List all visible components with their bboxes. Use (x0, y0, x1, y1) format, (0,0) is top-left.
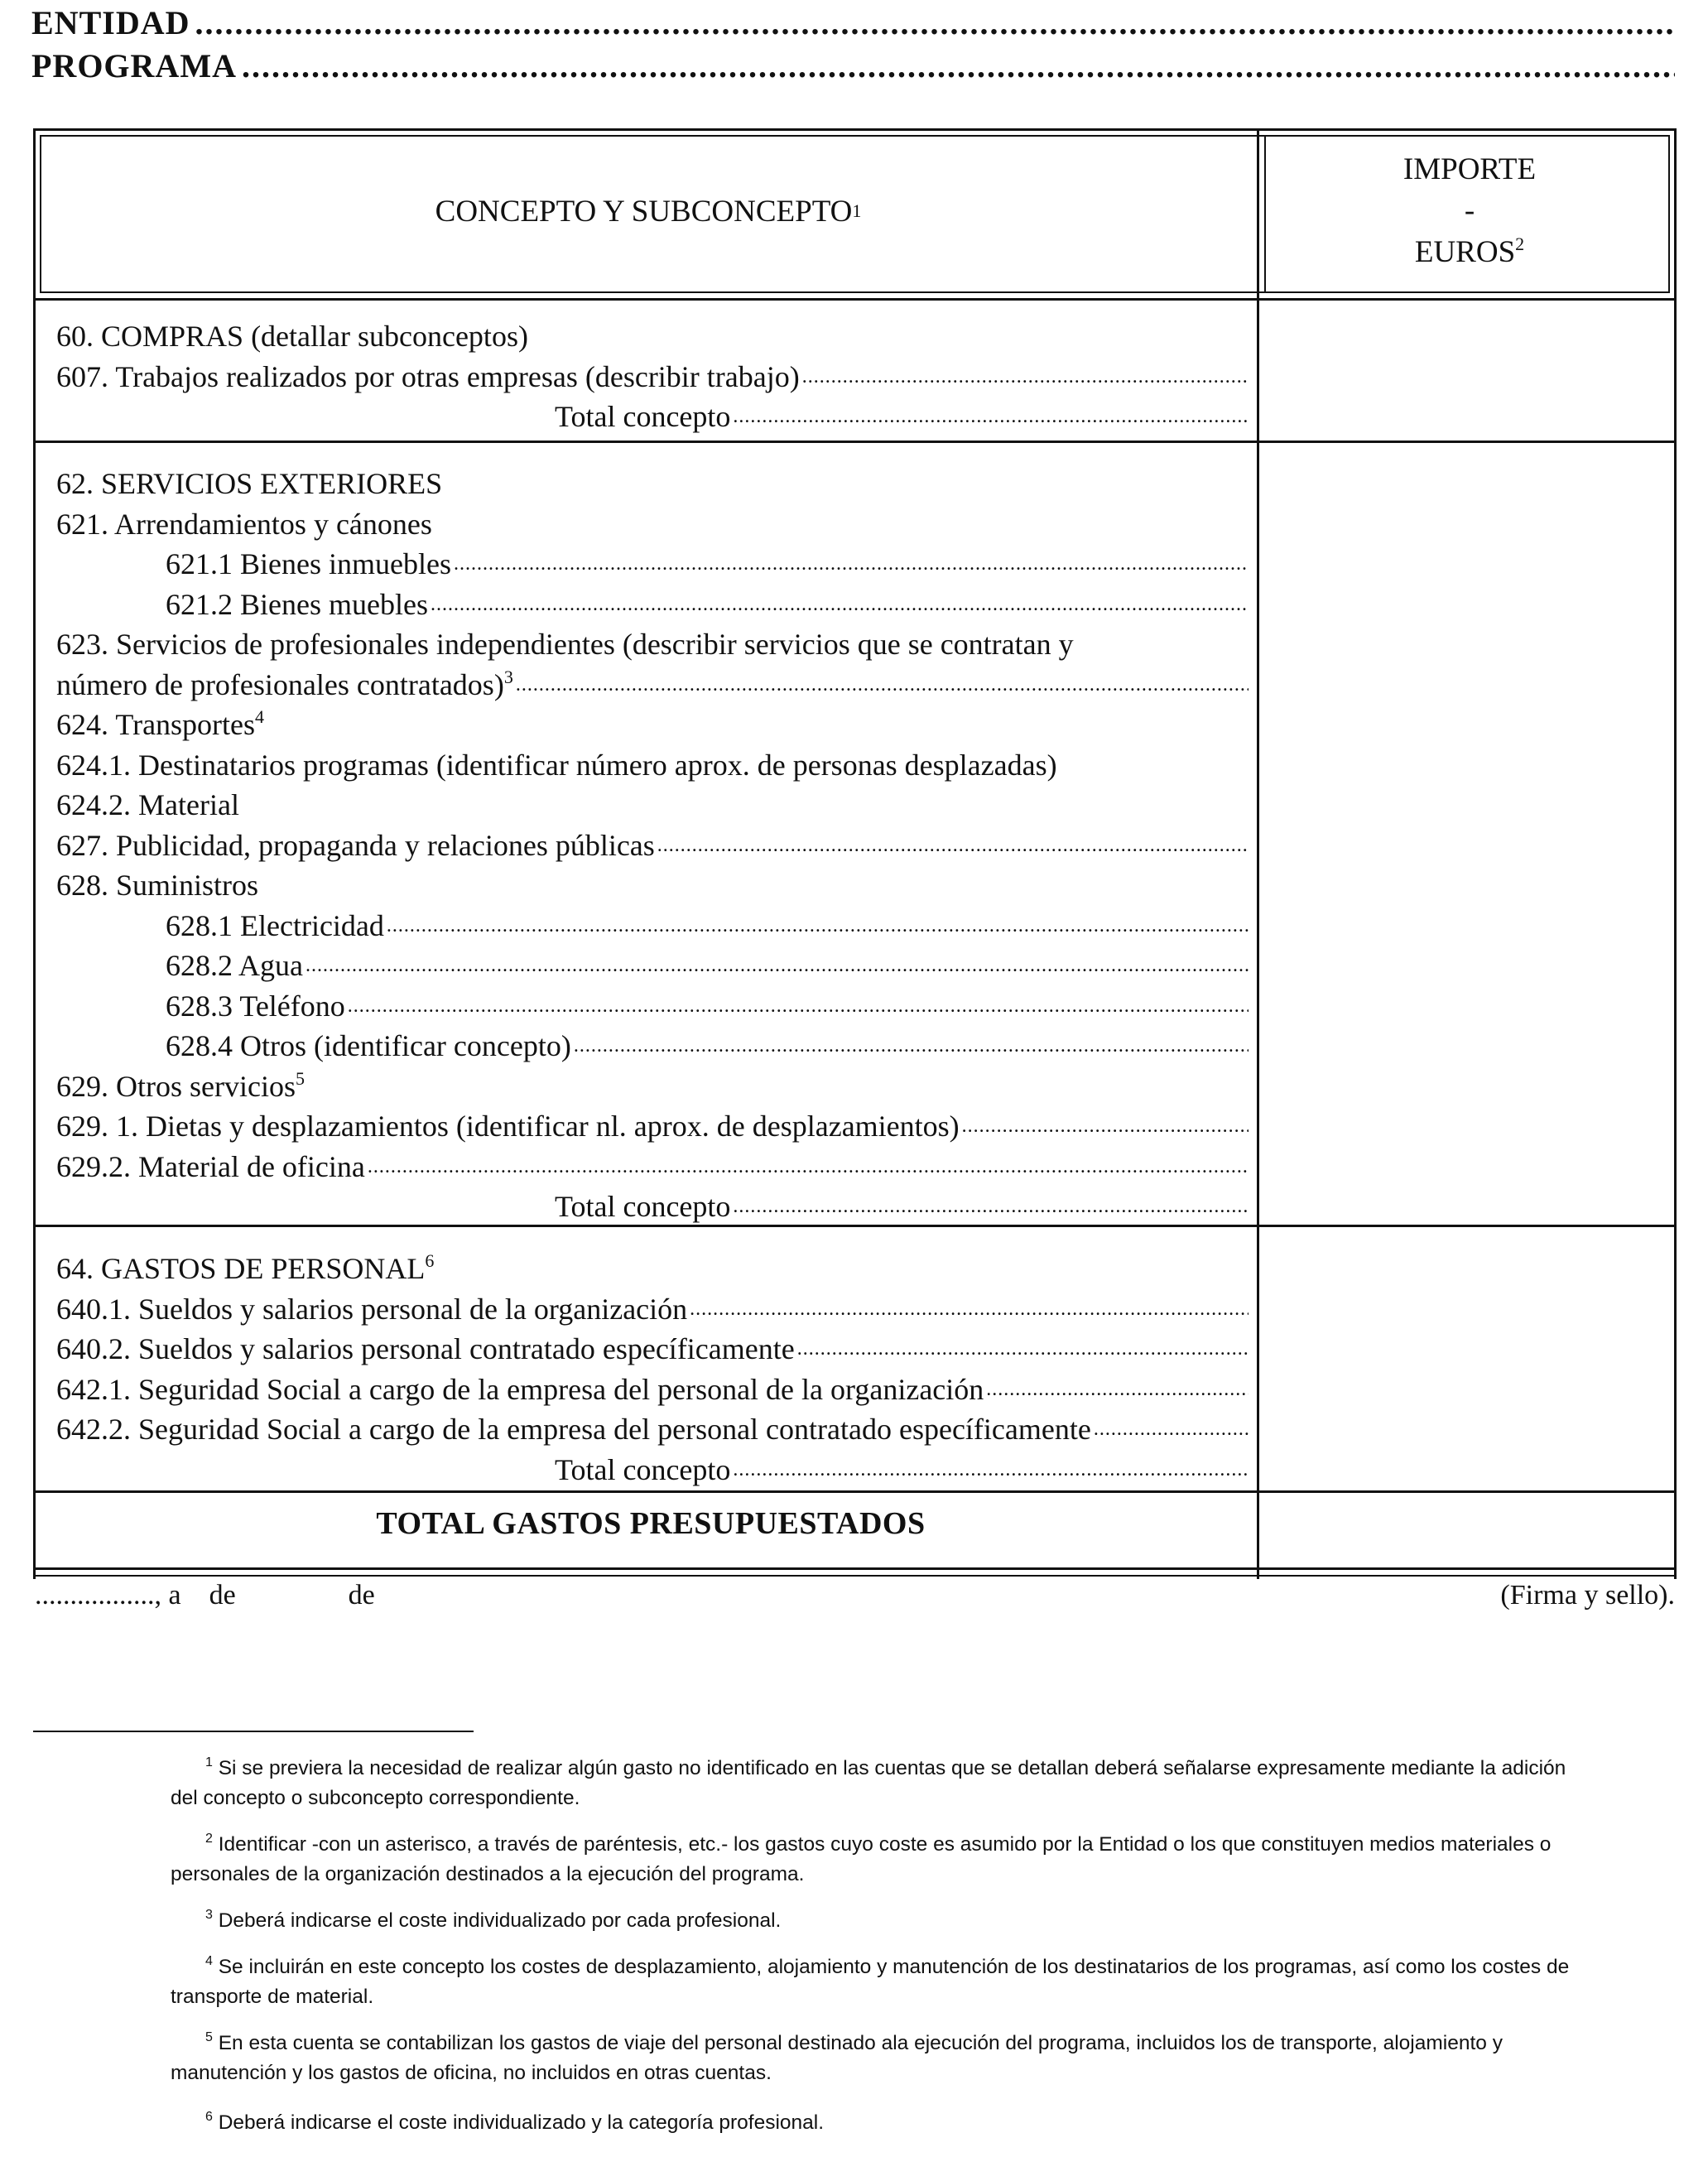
dot-leader (733, 397, 1249, 437)
row-628 (56, 865, 1249, 906)
footnote-6-text: Deberá indicarse el coste individualizado y la categoría profesional. (218, 2111, 825, 2134)
footnote-4-text: Se incluirán en este concepto los costes de desplazamiento, alojamiento y manutención de los destinatarios de los programas, así como los costes de transporte de material. (171, 1956, 1570, 2008)
row-629-1 (56, 1106, 1249, 1147)
row-642-2 (56, 1409, 1249, 1450)
dot-leader (368, 1147, 1249, 1187)
footnote-2 (171, 1830, 1570, 1890)
importe-header-footnote-ref: 2 (1515, 234, 1525, 254)
dot-leader (962, 1106, 1249, 1147)
section-64-bottom-border (33, 1490, 1677, 1493)
section-62-total-label: Total concepto (555, 1190, 731, 1223)
row-624-1-label: 624.1. Destinatarios programas (identificar número aprox. de personas desplazadas) (56, 748, 1057, 782)
dot-leader (802, 357, 1249, 397)
row-628-4 (56, 1026, 1249, 1066)
row-628-3 (56, 986, 1249, 1027)
header-bottom-border (40, 291, 1670, 293)
row-621 (56, 504, 1249, 545)
footnote-1 (171, 1754, 1570, 1813)
row-628-label: 628. Suministros (56, 869, 259, 902)
section-64-title-row (56, 1249, 1249, 1289)
footnote-1-number: 1 (205, 1755, 213, 1769)
footnote-6-number: 6 (205, 2110, 213, 2124)
footnote-2-text: Identificar -con un asterisco, a través de paréntesis, etc.- los gastos cuyo coste es asumido por la Entidad o los que constituyen medios materiales o personales de la organización destinados a la ejecución del programa. (171, 1833, 1552, 1885)
entidad-label: ENTIDAD (31, 4, 190, 41)
header-bottom-border-outer (33, 298, 1677, 301)
dot-leader (516, 665, 1249, 705)
row-629-2 (56, 1147, 1249, 1187)
column-separator (1257, 128, 1259, 1579)
row-629-2-label: 629.2. Material de oficina (56, 1149, 365, 1183)
row-628-1-label: 628.1 Electricidad (166, 908, 384, 942)
footnote-4 (171, 1952, 1570, 2012)
entidad-line (31, 3, 1675, 45)
section-60 (56, 316, 1249, 437)
row-621-2 (56, 585, 1249, 625)
importe-header-line-3: EUROS (1414, 235, 1516, 269)
dot-leader (690, 1289, 1249, 1330)
table-left-border (33, 128, 36, 1579)
footnote-3-text: Deberá indicarse el coste individualizado por cada profesional. (218, 1909, 782, 1932)
row-621-2-label: 621.2 Bienes muebles (166, 587, 428, 621)
table-top-border (33, 128, 1677, 131)
importe-column-header (1267, 149, 1672, 273)
footnote-2-number: 2 (205, 1832, 213, 1846)
row-642-1 (56, 1370, 1249, 1410)
row-629-footnote-ref: 5 (295, 1067, 305, 1089)
row-621-label: 621. Arrendamientos y cánones (56, 507, 432, 541)
row-642-1-label: 642.1. Seguridad Social a cargo de la empresa del personal de la organización (56, 1372, 984, 1406)
section-64-total-label: Total concepto (555, 1452, 731, 1486)
row-621-1-label: 621.1 Bienes inmuebles (166, 547, 451, 580)
row-629-1-label: 629. 1. Dietas y desplazamientos (identificar nl. aprox. de desplazamientos) (56, 1110, 960, 1143)
dot-leader (733, 1187, 1249, 1227)
concept-column-header: CONCEPTO Y SUBCONCEPTO 1 (435, 194, 862, 229)
row-640-2-label: 640.2. Sueldos y salarios personal contratado específicamente (56, 1332, 795, 1365)
row-624-2-label: 624.2. Material (56, 788, 239, 821)
dot-leader (574, 1026, 1249, 1066)
footnote-4-number: 4 (205, 1954, 213, 1968)
row-624-2 (56, 785, 1249, 826)
row-607 (56, 357, 1249, 397)
section-60-total-row (56, 397, 1249, 437)
footnote-3 (171, 1906, 1570, 1936)
dot-leader (1094, 1409, 1249, 1450)
section-64 (56, 1249, 1249, 1490)
row-624 (56, 705, 1249, 745)
column-separator-inner (1264, 135, 1266, 293)
importe-header-line-2: - (1464, 194, 1475, 228)
section-62-title: 62. SERVICIOS EXTERIORES (56, 467, 443, 500)
row-640-1 (56, 1289, 1249, 1330)
section-60-total-label: Total concepto (555, 400, 731, 433)
grand-total-label: TOTAL GASTOS PRESUPUESTADOS (376, 1506, 926, 1541)
row-623-line-1 (56, 624, 1249, 665)
dot-leader (733, 1450, 1249, 1490)
place-date-line: ................., a de de (35, 1580, 375, 1610)
concept-header-text: CONCEPTO Y SUBCONCEPTO (435, 194, 853, 229)
row-624-footnote-ref: 4 (255, 706, 265, 727)
row-640-1-label: 640.1. Sueldos y salarios personal de la organización (56, 1292, 688, 1326)
row-628-4-label: 628.4 Otros (identificar concepto) (166, 1029, 571, 1062)
programa-line (31, 46, 1675, 88)
programa-fill-line (242, 46, 1675, 85)
row-607-label: 607. Trabajos realizados por otras empresas (describir trabajo) (56, 359, 800, 393)
entidad-fill-line (195, 3, 1675, 42)
row-629-label: 629. Otros servicios (56, 1069, 296, 1103)
table-bottom-border-outer (33, 1575, 1677, 1577)
section-60-title: 60. COMPRAS (detallar subconceptos) (56, 320, 528, 353)
dot-leader (387, 906, 1249, 946)
section-62-title-row (56, 464, 1249, 504)
section-64-footnote-ref: 6 (425, 1250, 435, 1271)
row-624-1 (56, 745, 1249, 786)
row-623-label-line-2: número de profesionales contratados) (56, 667, 504, 701)
programa-label: PROGRAMA (31, 47, 237, 84)
row-623-line-2 (56, 665, 1249, 705)
section-64-total-row (56, 1450, 1249, 1490)
row-621-1 (56, 544, 1249, 585)
footnote-5-number: 5 (205, 2030, 213, 2044)
section-64-title: 64. GASTOS DE PERSONAL (56, 1252, 426, 1285)
row-623-label-line-1: 623. Servicios de profesionales independientes (describir servicios que se contratan y (56, 628, 1074, 661)
section-62 (56, 464, 1249, 1227)
row-627 (56, 826, 1249, 866)
dot-leader (348, 986, 1249, 1027)
row-623-footnote-ref: 3 (503, 666, 513, 687)
row-628-2 (56, 946, 1249, 986)
row-629 (56, 1066, 1249, 1107)
footnote-6 (171, 2108, 1570, 2138)
dot-leader (454, 544, 1249, 585)
row-628-2-label: 628.2 Agua (166, 949, 303, 982)
section-60-title-row (56, 316, 1249, 357)
section-60-bottom-border (33, 441, 1677, 443)
table-right-border (1674, 128, 1677, 1579)
footnote-5 (171, 2029, 1570, 2088)
section-62-total-row (56, 1187, 1249, 1227)
footnote-1-text: Si se previera la necesidad de realizar algún gasto no identificado en las cuentas que se detallan deberá señalarse expresamente mediante la adición del concepto o subconcepto correspondiente. (171, 1757, 1566, 1809)
dot-leader (797, 1329, 1249, 1370)
row-628-3-label: 628.3 Teléfono (166, 989, 345, 1023)
dot-leader (657, 826, 1249, 866)
row-640-2 (56, 1329, 1249, 1370)
row-642-2-label: 642.2. Seguridad Social a cargo de la empresa del personal contratado específicamente (56, 1413, 1091, 1446)
footnote-3-number: 3 (205, 1908, 213, 1922)
row-628-1 (56, 906, 1249, 946)
table-bottom-border (33, 1567, 1677, 1570)
footnote-separator (33, 1731, 474, 1732)
importe-header-line-1: IMPORTE (1402, 152, 1537, 186)
row-624-label: 624. Transportes (56, 708, 256, 741)
footnote-5-text: En esta cuenta se contabilizan los gastos de viaje del personal destinado ala ejecución del programa, incluidos los de transporte, alojamiento y manutención y los gastos de oficina, no incluidos en otras cuentas. (171, 2032, 1503, 2084)
signature-stamp-label: (Firma y sello). (1500, 1580, 1675, 1610)
dot-leader (986, 1370, 1249, 1410)
dot-leader (306, 946, 1249, 986)
dot-leader (431, 585, 1249, 625)
row-627-label: 627. Publicidad, propaganda y relaciones públicas (56, 828, 655, 862)
